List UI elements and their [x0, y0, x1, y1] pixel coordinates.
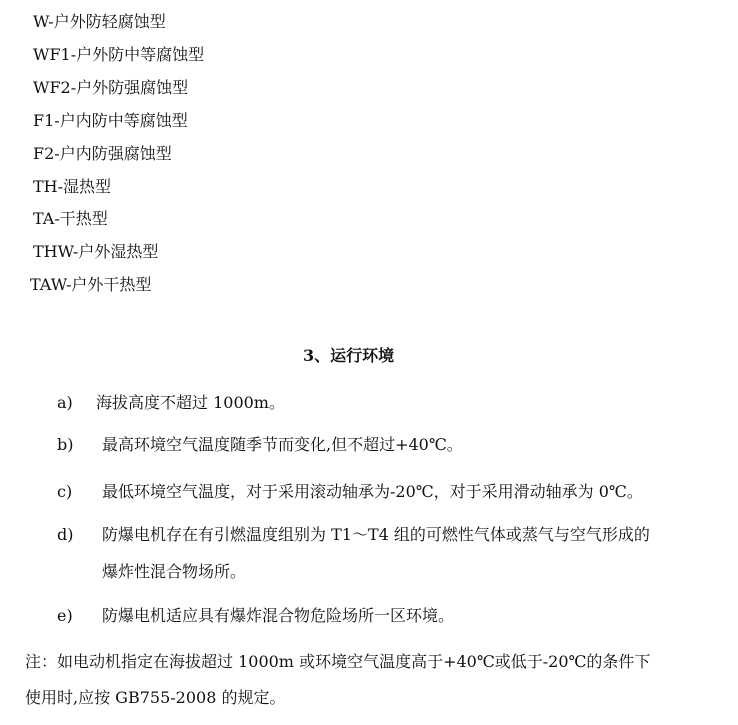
list-item-text: 最高环境空气温度随季节而变化,但不超过+40℃。: [102, 435, 463, 454]
list-item-marker: b): [57, 435, 74, 454]
note-line-2: 使用时,应按 GB755-2008 的规定。: [25, 688, 286, 707]
classification-item: TA-干热型: [33, 209, 108, 228]
classification-item: F2-户内防强腐蚀型: [33, 144, 172, 163]
list-item-text: 最低环境空气温度，对于采用滚动轴承为-20℃，对于采用滑动轴承为 0℃。: [102, 482, 643, 501]
classification-item: THW-户外湿热型: [33, 242, 159, 261]
list-item-text-continuation: 爆炸性混合物场所。: [102, 562, 247, 581]
classification-item: W-户外防轻腐蚀型: [33, 12, 166, 31]
classification-item: TAW-户外干热型: [30, 275, 152, 294]
list-item-marker: d): [57, 525, 74, 544]
list-item-text: 防爆电机适应具有爆炸混合物危险场所一区环境。: [102, 606, 455, 625]
list-item-marker: e): [57, 606, 73, 625]
note-line-1: 注：如电动机指定在海拔超过 1000m 或环境空气温度高于+40℃或低于-20℃的条件下: [25, 652, 651, 671]
classification-item: TH-湿热型: [33, 177, 112, 196]
list-item-text: 防爆电机存在有引燃温度组别为 T1～T4 组的可燃性气体或蒸气与空气形成的: [102, 525, 650, 544]
section-title: 3、运行环境: [303, 346, 395, 365]
classification-item: WF1-户外防中等腐蚀型: [33, 45, 205, 64]
list-item-marker: c): [57, 482, 73, 501]
classification-item: WF2-户外防强腐蚀型: [33, 78, 189, 97]
list-item-text: 海拔高度不超过 1000m。: [96, 393, 285, 412]
list-item-marker: a): [57, 393, 73, 412]
classification-item: F1-户内防中等腐蚀型: [33, 111, 188, 130]
